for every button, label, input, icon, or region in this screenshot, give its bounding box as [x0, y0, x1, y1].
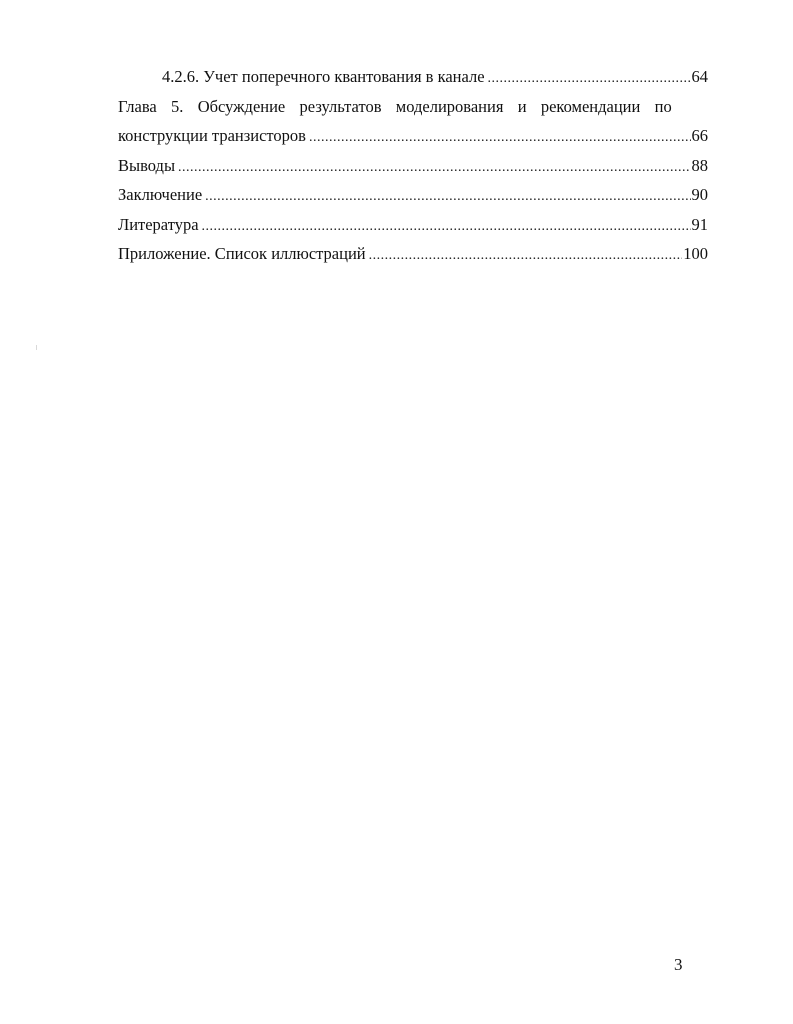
toc-entry-page: 90	[691, 185, 708, 204]
toc-entry-references	[118, 210, 708, 240]
table-of-contents	[118, 62, 708, 269]
dot-leader	[205, 182, 690, 212]
toc-entry-title: Заключение	[118, 185, 203, 204]
dot-leader	[309, 123, 691, 153]
page-number: 3	[674, 955, 683, 974]
toc-entry-page: 100	[683, 244, 708, 263]
toc-entry-title: Приложение. Список иллюстраций	[118, 244, 366, 263]
dot-leader	[488, 64, 691, 94]
toc-entry-page: 64	[691, 67, 708, 86]
toc-entry-title-word: результатов	[299, 96, 382, 116]
toc-entry-title-word: моделирования	[395, 96, 504, 116]
toc-entry-title-word: и	[517, 96, 527, 116]
toc-entry-page: 88	[691, 155, 708, 175]
toc-entry-title: Выводы	[118, 155, 176, 175]
toc-entry-title: 4.2.6. Учет поперечного квантования в канале	[162, 67, 485, 86]
toc-entry-title-word: по	[654, 96, 672, 116]
toc-entry-page: 66	[691, 126, 708, 145]
toc-entry-summary	[118, 180, 708, 210]
toc-entry-title-word: Глава	[118, 96, 157, 116]
toc-entry-chapter-5-line-2	[118, 121, 708, 151]
toc-entry-page: 91	[691, 214, 708, 234]
dot-leader	[178, 153, 690, 183]
toc-entry-title-word: 5.	[171, 96, 184, 116]
toc-entry-title-word: Обсуждение	[197, 96, 286, 116]
toc-entry-title: Литература	[118, 214, 199, 234]
toc-entry-appendix	[118, 239, 708, 269]
toc-entry-conclusions	[118, 151, 708, 181]
dot-leader	[369, 241, 683, 271]
toc-entry-4-2-6	[118, 62, 708, 92]
scan-speck	[36, 345, 37, 350]
toc-entry-title: конструкции транзисторов	[118, 126, 306, 145]
toc-entry-chapter-5-line-1	[118, 92, 708, 122]
toc-entry-title-word: рекомендации	[540, 96, 641, 116]
dot-leader	[202, 212, 691, 242]
